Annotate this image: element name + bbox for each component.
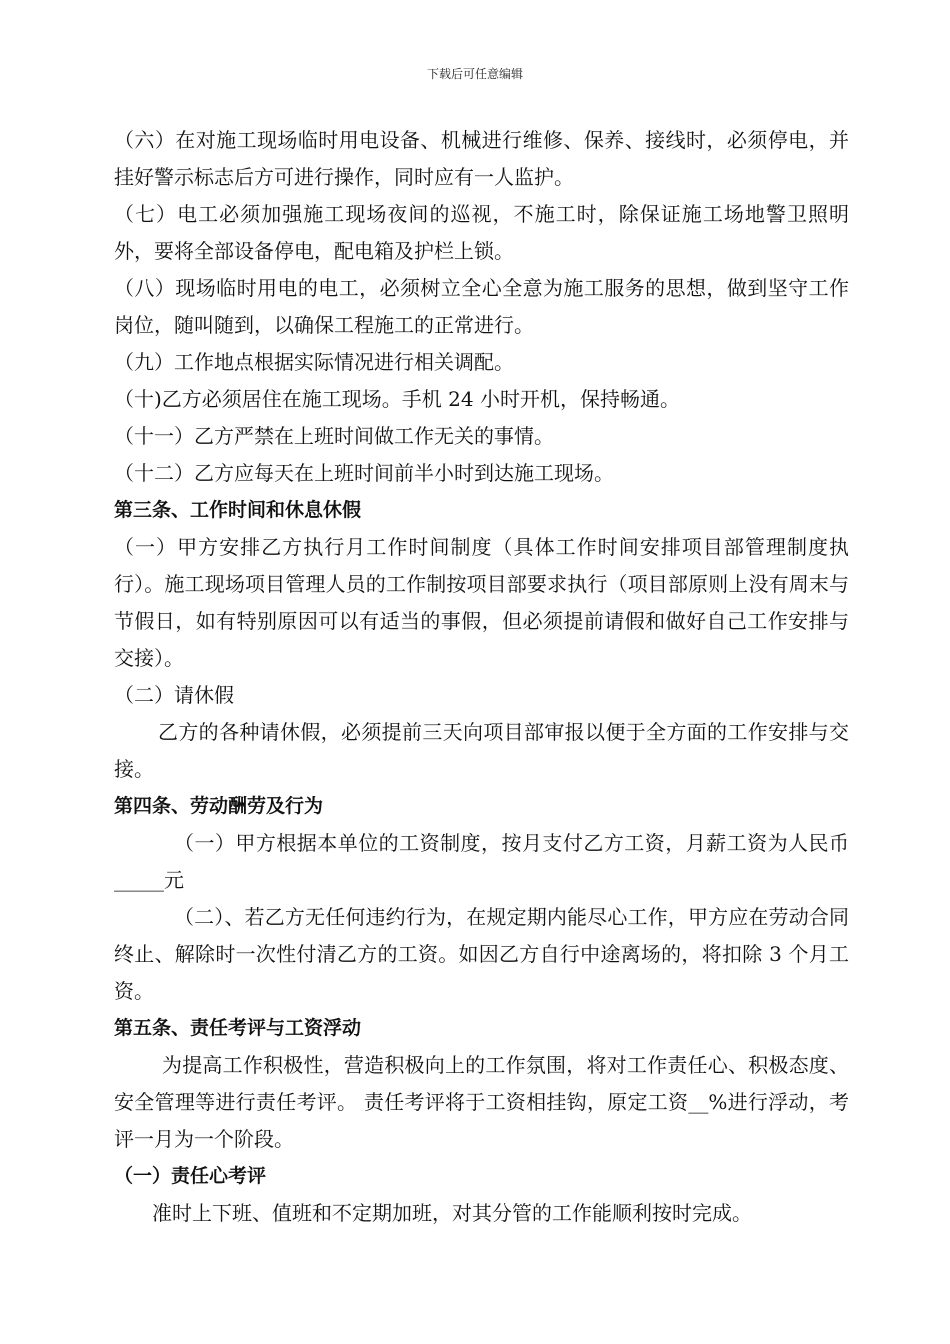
paragraph-evaluation: 为提高工作积极性，营造积极向上的工作氛围，将对工作责任心、积极态度、安全管理等进行责任考评。 责任考评将于工资相挂钩，原定工资__%进行浮动，考评一月为一个阶段。 <box>114 1053 849 1151</box>
document-body <box>114 122 849 1232</box>
paragraph-leave-rules: 乙方的各种请休假，必须提前三天向项目部审报以便于全方面的工作安排与交接。 <box>114 720 849 781</box>
subheading-responsibility: （一）责任心考评 <box>114 1165 267 1187</box>
paragraph-leave-title: （二）请休假 <box>114 683 234 707</box>
page-header: 下载后可任意编辑 <box>426 67 523 81</box>
section-heading-article-5: 第五条、责任考评与工资浮动 <box>114 1017 362 1039</box>
section-heading-article-4: 第四条、劳动酬劳及行为 <box>114 795 324 817</box>
paragraph-item-12: （十二）乙方应每天在上班时间前半小时到达施工现场。 <box>114 461 614 485</box>
paragraph-item-8: （八）现场临时用电的电工，必须树立全心全意为施工服务的思想，做到坚守工作岗位，随叫随到，以确保工程施工的正常进行。 <box>114 276 849 337</box>
paragraph-item-10: （十)乙方必须居住在施工现场。手机 24 小时开机，保持畅通。 <box>114 387 680 411</box>
paragraph-responsibility: 准时上下班、值班和不定期加班，对其分管的工作能顺利按时完成。 <box>152 1201 752 1225</box>
paragraph-salary: （一）甲方根据本单位的工资制度，按月支付乙方工资，月薪工资为人民币_____元 <box>114 831 849 892</box>
section-heading-article-3: 第三条、工作时间和休息休假 <box>114 499 362 521</box>
paragraph-item-7: （七）电工必须加强施工现场夜间的巡视，不施工时，除保证施工场地警卫照明外，要将全部设备停电，配电箱及护栏上锁。 <box>114 202 849 263</box>
paragraph-final-settlement: （二）、若乙方无任何违约行为，在规定期内能尽心工作，甲方应在劳动合同终止、解除时一次性付清乙方的工资。如因乙方自行中途离场的，将扣除 3 个月工资。 <box>114 905 849 1003</box>
paragraph-item-6: （六）在对施工现场临时用电设备、机械进行维修、保养、接线时，必须停电，并挂好警示标志后方可进行操作，同时应有一人监护。 <box>114 128 849 189</box>
paragraph-item-9: （九）工作地点根据实际情况进行相关调配。 <box>114 350 514 374</box>
paragraph-item-11: （十一）乙方严禁在上班时间做工作无关的事情。 <box>114 424 554 448</box>
paragraph-work-time-system: （一）甲方安排乙方执行月工作时间制度（具体工作时间安排项目部管理制度执行）。施工现场项目管理人员的工作制按项目部要求执行（项目部原则上没有周末与节假日，如有特别原因可以有适当的事假，但必须提前请假和做好自己工作安排与交接）。 <box>114 535 849 670</box>
